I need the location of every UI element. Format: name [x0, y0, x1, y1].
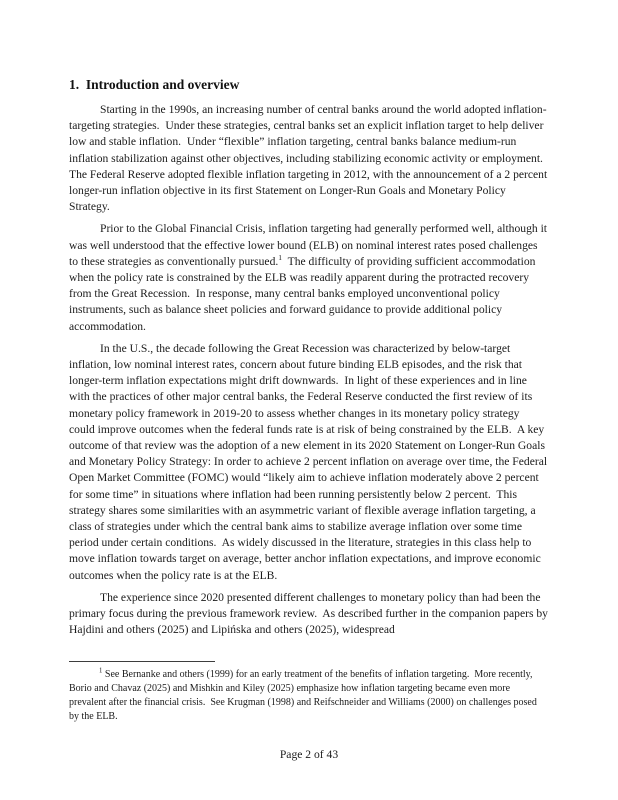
section-heading: 1. Introduction and overview — [69, 77, 240, 92]
paragraph-experience-2020: The experience since 2020 presented different challenges to monetary policy than had been the primary focus during the previous framework review. As described further in the companion papers by Hajdini and others (2025) and Lipińska and others (2025), widespread — [69, 590, 551, 637]
footnote-separator — [69, 661, 215, 662]
paragraph-intro: Starting in the 1990s, an increasing number of central banks around the world adopted inflation-targeting strategies. Under these strategies, central banks set an explicit inflation target to help deliver low and stable inflation. Under “flexible” inflation targeting, central banks balance medium-run inflation stabilization against other objectives, including stabilizing economic activity or employment. The Federal Reserve adopted flexible inflation targeting in 2012, with the announcement of a 2 percent longer-run inflation objective in its first Statement on Longer-Run Goals and Monetary Policy Strategy. — [69, 103, 551, 214]
paragraph-pre-gfc-part2: The difficulty of providing sufficient accommodation when the policy rate is constrained by the ELB was readily apparent during the protracted recovery from the Great Recession. In response, many central banks employed unconventional policy instruments, such as balance sheet policies and forward guidance to provide additional policy accommodation. — [69, 254, 539, 333]
paragraph-pre-gfc-part1: Prior to the Global Financial Crisis, inflation targeting had generally performed well, although it was well understood that the effective lower bound (ELB) on nominal interest rates posed challenges to these strategies as conventionally pursued. — [69, 222, 550, 268]
paragraph-us-decade: In the U.S., the decade following the Great Recession was characterized by below-target inflation, low nominal interest rates, concern about future binding ELB episodes, and the risk that longer-term inflation expectations might drift downwards. In light of these experiences and in line with the practices of other major central banks, the Federal Reserve conducted the first review of its monetary policy framework in 2019-20 to assess whether changes in its monetary policy strategy could improve outcomes when the federal funds rate is at risk of being constrained by the ELB. A key outcome of that review was the adoption of a new element in its 2020 Statement on Longer-Run Goals and Monetary Policy Strategy: In order to achieve 2 percent inflation on average over time, the Federal Open Market Committee (FOMC) would “likely aim to achieve inflation moderately above 2 percent for some time” in situations where inflation had been running persistently below 2 percent. This strategy shares some similarities with an asymmetric variant of flexible average inflation targeting, a class of strategies under which the central bank aims to stabilize average inflation over some time period under certain conditions. As widely discussed in the literature, strategies in this class help to move inflation towards target on average, better anchor inflation expectations, and improve economic outcomes when the policy rate is at the ELB. — [69, 341, 550, 582]
footnote-reference-1: 1 — [278, 252, 283, 262]
footnote-1-text: See Bernanke and others (1999) for an early treatment of the benefits of inflation targeting. More recently, Borio and Chavaz (2025) and Mishkin and Kiley (2025) emphasize how inflation targeting became even more prevalent after the financial crisis. See Krugman (1998) and Reifschneider and Williams (2000) on challenges posed by the ELB. — [69, 669, 540, 722]
paragraph-pre-gfc — [69, 221, 548, 334]
footnote-1 — [69, 668, 548, 724]
page-body — [69, 76, 551, 645]
footnote-area — [69, 661, 548, 724]
page-number: Page 2 of 43 — [279, 748, 339, 761]
footnote-marker-1: 1 — [99, 667, 103, 675]
